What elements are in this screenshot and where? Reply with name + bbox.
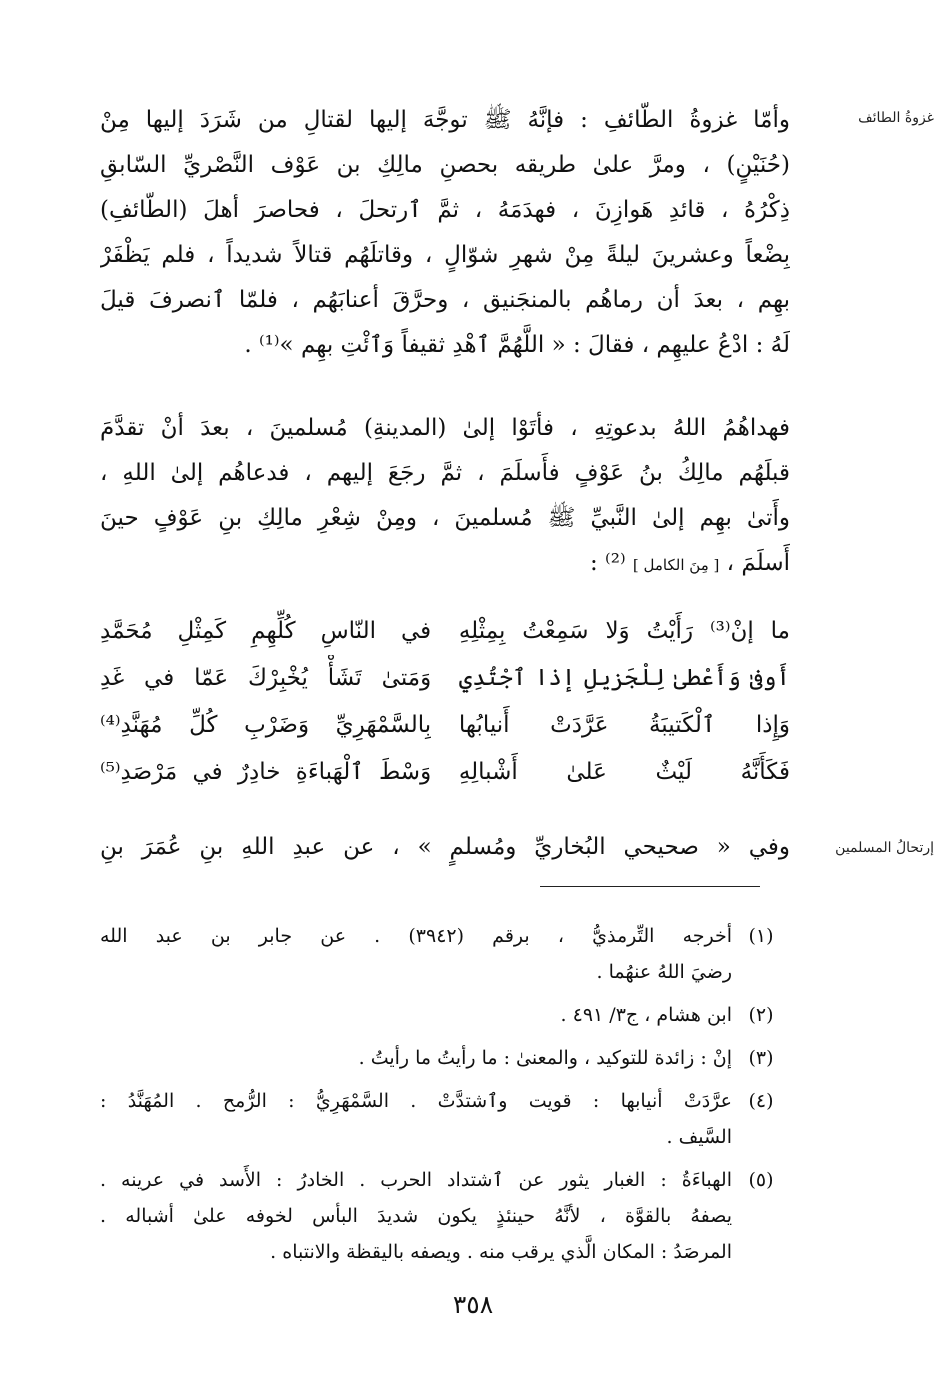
footnote-line: أخرجه التِّرمذيُّ ، برقم (٣٩٤٢) . عن جابر بن عبد الله bbox=[100, 925, 732, 947]
page-number: ٣٥٨ bbox=[452, 1290, 494, 1319]
footnote-line: المرصَدُ : المكان الَّذي يرقب منه . ويصفه باليقظة والانتباه . bbox=[270, 1241, 732, 1263]
text-line: وفي « صحيحي البُخاريِّ ومُسلمٍ » ، عن عبدِ اللهِ بنِ عُمَرَ بنِ bbox=[100, 834, 790, 860]
paragraph-sahih bbox=[100, 825, 790, 870]
text-line: بهِم ، بعدَ أن رماهُم بالمنجَنيق ، وحرَّقَ أعنابَهُم ، فلمّا ٱنصرفَ قيلَ bbox=[100, 287, 790, 313]
footnote-number: (٥) bbox=[748, 1169, 774, 1191]
margin-note-departure: إرتحالُ المسلمين bbox=[835, 840, 934, 856]
footnote-number: (٣) bbox=[748, 1047, 774, 1069]
footnote-number: (٤) bbox=[748, 1090, 774, 1112]
margin-note-taif: غزوةُ الطائف bbox=[858, 110, 934, 126]
text-fragment: أَسلَمَ ، bbox=[726, 550, 790, 576]
poem-second-hemistich: وَمَتىٰ تَشَأْ يُخْبِرْكَ عَمّا في غَدِ bbox=[100, 665, 432, 691]
footnote-5 bbox=[100, 1162, 790, 1270]
text-line: وأَتىٰ بهِم إلىٰ النَّبيِّ ﷺ مُسلمينَ ، ومِنْ شِعْرِ مالِكِ بنِ عَوْفٍ حينَ bbox=[100, 505, 790, 531]
footnote-number: (١) bbox=[748, 925, 774, 947]
footnotes bbox=[100, 918, 790, 1277]
footnote-line: إنْ : زائدة للتوكيد ، والمعنىٰ : ما رأيتُ ما رأيتُ . bbox=[358, 1047, 732, 1069]
text-line bbox=[100, 541, 790, 586]
poem-verse bbox=[100, 655, 790, 702]
poem-first-hemistich: فَكَأَنَّهُ لَيْثٌ عَلىٰ أَشْبالِهِ bbox=[458, 759, 790, 785]
text-line: فهداهُمُ اللهُ بدعوتِهِ ، فأتَوْا إلىٰ (المدينةِ) مُسلمينَ ، بعدَ أنْ تقدَّمَ bbox=[100, 415, 790, 441]
footnote-number: (٢) bbox=[748, 1004, 774, 1026]
poem-second-hemistich: في النّاسِ كُلِّهِمِ كَمِثْلِ مُحَمَّدِ bbox=[100, 618, 432, 644]
text-line: لَهُ : ادْعُ عليهِم ، فقالَ : « اللَّهُمَّ ٱهْدِ ثقيفاً وَٱئْتِ بهِم »⁽¹⁾ . bbox=[244, 332, 790, 358]
poem-second-hemistich: بِالسَّمْهَرِيِّ وَضَرْبِ كُلِّ مُهَنَّدِ⁽⁴⁾ bbox=[100, 712, 432, 738]
poem-second-hemistich: وَسْطَ ٱلْهَباءَةِ خادِرٌ في مَرْصَدِ⁽⁵⁾ bbox=[100, 759, 432, 785]
footnote-line: عرَّدَتْ أنيابها : قويت وٱشتدَّتْ . السَّمْهَرِيُّ : الرُّمح . المُهَنَّدُ : bbox=[100, 1090, 732, 1112]
poem bbox=[100, 608, 790, 796]
meter-label: [ مِنَ الكامل ] bbox=[632, 556, 720, 574]
text-line: وأمّا غزوةُ الطّائفِ : فإنَّهُ ﷺ توجَّهَ إليها لقتالِ من شَرَدَ إليها مِنْ bbox=[100, 107, 790, 133]
poem-verse bbox=[100, 749, 790, 796]
text-line: (حُنَيْنٍ) ، ومرَّ علىٰ طريقه بحصنِ مالِكِ بن عَوْف النَّصْريِّ السّابقِ bbox=[100, 152, 790, 178]
text-line: ذِكْرُهُ ، قائدِ هَوازِنَ ، فهدَمَهُ ، ثمَّ ٱرتحلَ ، فحاصرَ أهلَ (الطّائفِ) bbox=[100, 197, 790, 223]
poem-first-hemistich: أَوفىٰ وَأَعْطىٰ لِلْجَزيلِ إذا ٱجْتُدِي bbox=[458, 665, 790, 691]
poem-verse bbox=[100, 608, 790, 655]
paragraph-taif bbox=[100, 98, 790, 368]
footnote-4 bbox=[100, 1083, 790, 1155]
poem-first-hemistich: وَإِذا ٱلْكَتيبَةُ عَرَّدَتْ أَنيابُها bbox=[458, 712, 790, 738]
paragraph-conversion bbox=[100, 406, 790, 586]
footnote-divider bbox=[540, 886, 760, 887]
footnote-3 bbox=[100, 1040, 790, 1076]
footnote-line: الهباءَةُ : الغبار يثور عن ٱشتداد الحرب . الخادرُ : الأَسد في عرينه . bbox=[100, 1169, 732, 1191]
text-line: بِضْعاً وعشرينَ ليلةً مِنْ شهرِ شوّالٍ ، وقاتلَهُم قتالاً شديداً ، فلم يَظْفَرْ bbox=[100, 242, 790, 268]
poem-first-hemistich: ما إنْ⁽³⁾ رَأَيْتُ وَلا سَمِعْتُ بِمِثْلِهِ bbox=[458, 618, 790, 644]
footnote-2 bbox=[100, 997, 790, 1033]
footnote-line: يصفهُ بالقوَّة ، لأنَّهُ حينئذٍ يكون شديدَ البأس لخوفه علىٰ أشباله . bbox=[100, 1205, 732, 1227]
text-line: قبلَهُم مالِكُ بنُ عَوْفٍ فأَسلَمَ ، ثمَّ رجَعَ إليهم ، فدعاهُم إلىٰ اللهِ ، bbox=[100, 460, 790, 486]
footnote-1 bbox=[100, 918, 790, 990]
poem-verse bbox=[100, 702, 790, 749]
footnote-line: السَّيف . bbox=[666, 1126, 732, 1148]
footnote-line: رضيَ اللهُ عنهُما . bbox=[596, 961, 732, 983]
text-fragment: ⁽²⁾ : bbox=[589, 550, 626, 576]
footnote-line: ابن هشام ، ج٣/ ٤٩١ . bbox=[560, 1004, 732, 1026]
